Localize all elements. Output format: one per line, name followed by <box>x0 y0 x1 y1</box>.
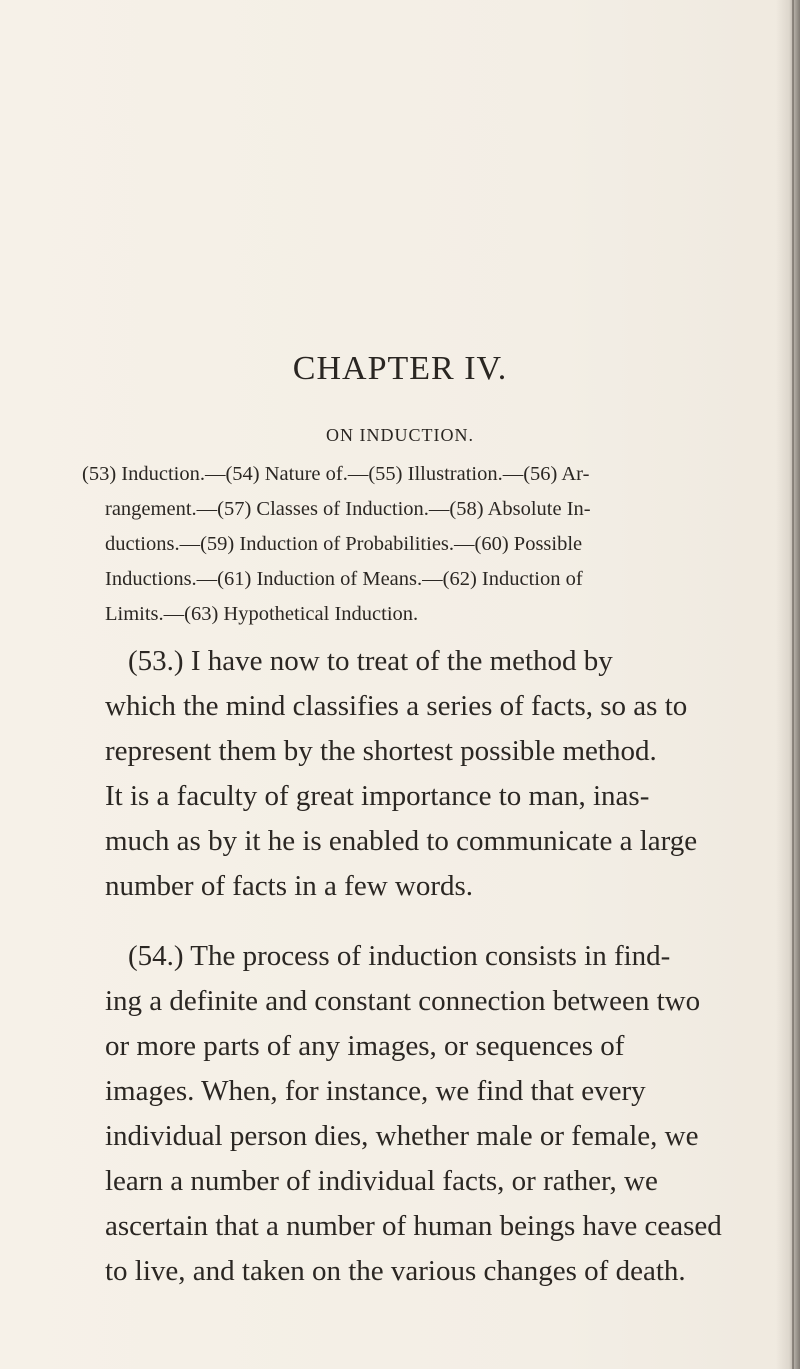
paragraph-line: learn a number of individual facts, or rather, we <box>105 1165 658 1197</box>
paragraph-line: represent them by the shortest possible method. <box>105 735 657 767</box>
chapter-title: CHAPTER IV. <box>292 350 508 387</box>
paragraph-line: number of facts in a few words. <box>105 870 474 902</box>
paragraph-line: individual person dies, whether male or female, we <box>105 1120 699 1152</box>
synopsis-line: Limits.—(63) Hypothetical Induction. <box>105 603 419 625</box>
synopsis-line: ductions.—(59) Induction of Probabilities.—(60) Possible <box>105 533 583 555</box>
synopsis-line: Inductions.—(61) Induction of Means.—(62) Induction of <box>105 568 583 590</box>
paragraph-line: images. When, for instance, we find that every <box>105 1075 646 1107</box>
synopsis-line: rangement.—(57) Classes of Induction.—(58) Absolute In- <box>105 498 591 520</box>
paragraph-line: ascertain that a number of human beings have ceased <box>105 1210 722 1242</box>
page-edge-shadow <box>776 0 800 1369</box>
paragraph-line: (54.) The process of induction consists in find- <box>128 940 671 972</box>
paragraph-line: or more parts of any images, or sequences of <box>105 1030 625 1062</box>
chapter-subtitle: ON INDUCTION. <box>326 425 474 445</box>
paragraph-line: (53.) I have now to treat of the method by <box>128 645 613 677</box>
synopsis-line: (53) Induction.—(54) Nature of.—(55) Illustration.—(56) Ar- <box>82 463 590 485</box>
page-edge-line <box>792 0 794 1369</box>
paragraph-line: ing a definite and constant connection between two <box>105 985 701 1017</box>
paragraph-line: much as by it he is enabled to communicate a large <box>105 825 698 857</box>
paragraph-line: to live, and taken on the various changes of death. <box>105 1255 686 1287</box>
paragraph-line: which the mind classifies a series of facts, so as to <box>105 690 688 722</box>
paragraph-line: It is a faculty of great importance to man, inas- <box>105 780 650 812</box>
